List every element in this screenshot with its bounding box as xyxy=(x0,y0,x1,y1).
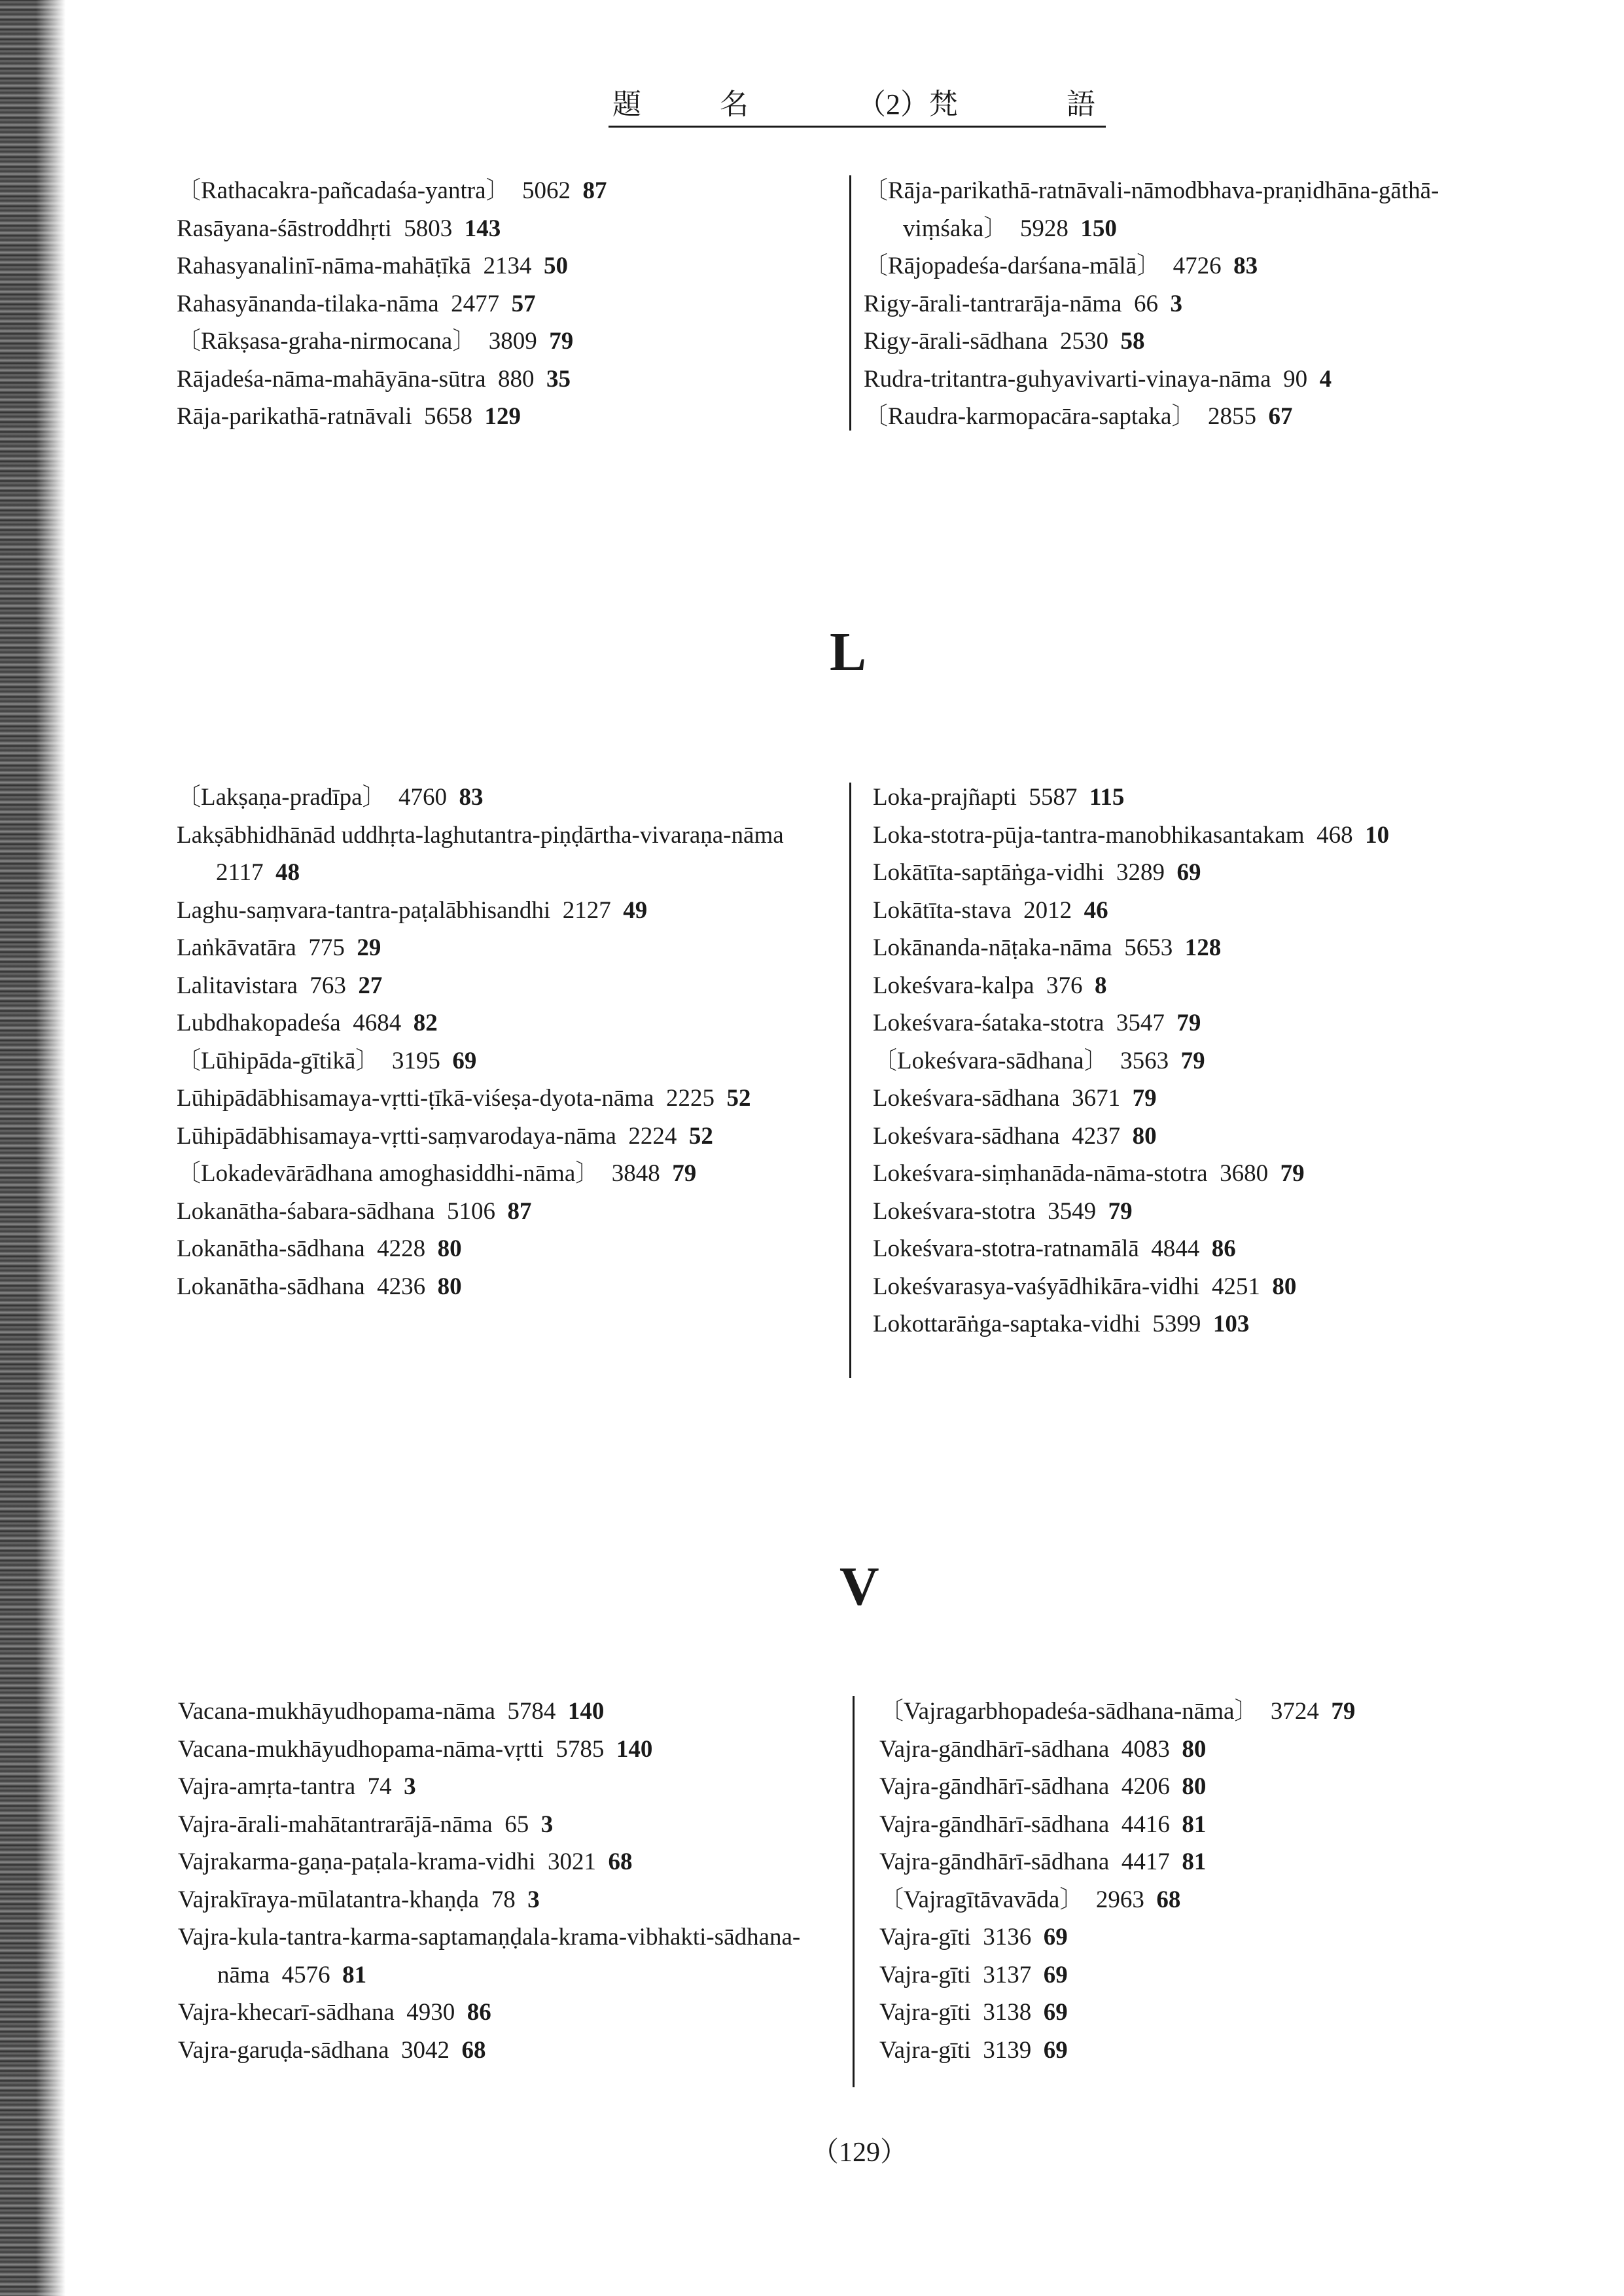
entry-title: 〔Rājopadeśa-darśana-mālā〕 xyxy=(864,253,1161,279)
entry-page: 27 xyxy=(358,972,383,999)
entry-page: 68 xyxy=(461,2036,486,2064)
entry-title: Vajra-kula-tantra-karma-saptamaṇḍala-krama-vibhakti-sādhana-nāma xyxy=(178,1924,801,1988)
entry-page: 48 xyxy=(275,859,300,886)
entry-title: 〔Lokadevārādhana amoghasiddhi-nāma〕 xyxy=(177,1160,600,1187)
entry-number: 2855 xyxy=(1207,403,1256,430)
entry-number: 5653 xyxy=(1124,934,1173,961)
entry-page: 80 xyxy=(437,1235,462,1262)
index-entry xyxy=(873,1004,1514,1042)
entry-page: 69 xyxy=(452,1047,477,1074)
entry-number: 2224 xyxy=(628,1122,677,1150)
entry-number: 880 xyxy=(498,365,535,393)
entry-page: 79 xyxy=(672,1160,697,1187)
entry-title: Lokeśvara-sādhana xyxy=(873,1122,1060,1150)
entry-page: 3 xyxy=(540,1810,554,1838)
section-letter-v: V xyxy=(839,1556,879,1617)
entry-number: 3547 xyxy=(1116,1010,1165,1036)
entry-title: 〔Raudra-karmopacāra-saptaka〕 xyxy=(864,403,1196,430)
entry-number: 3680 xyxy=(1220,1160,1269,1187)
entry-number: 5658 xyxy=(424,403,473,430)
entry-title: Rigy-ārali-tantrarāja-nāma xyxy=(864,290,1122,317)
entry-title: Lokeśvara-stotra xyxy=(873,1197,1036,1225)
entry-page: 79 xyxy=(549,328,574,355)
page-number: （129） xyxy=(811,2138,908,2168)
entry-page: 80 xyxy=(1132,1122,1157,1150)
entry-title: Lokātīta-stava xyxy=(873,896,1012,924)
entry-title: Vajra-garuḍa-sādhana xyxy=(178,2036,389,2064)
entry-page: 79 xyxy=(1280,1160,1305,1187)
entry-number: 4930 xyxy=(406,1999,455,2026)
index-entry xyxy=(177,247,831,285)
index-entry xyxy=(873,1042,1514,1080)
entry-title: Vajra-gīti xyxy=(879,1961,971,1988)
index-entry xyxy=(177,323,831,361)
entry-number: 74 xyxy=(367,1773,392,1800)
entry-page: 140 xyxy=(567,1698,605,1725)
entry-number: 3136 xyxy=(983,1924,1032,1951)
entry-number: 65 xyxy=(504,1810,529,1838)
index-entry xyxy=(177,1118,838,1156)
entry-page: 150 xyxy=(1080,215,1117,242)
entry-number: 5785 xyxy=(556,1735,605,1763)
entry-page: 80 xyxy=(1182,1735,1207,1763)
column-divider xyxy=(849,783,851,1378)
entry-number: 4684 xyxy=(353,1010,402,1036)
entry-title: Vajra-gāndhārī-sādhana xyxy=(879,1735,1110,1763)
index-entry xyxy=(178,1843,839,1881)
entry-number: 3809 xyxy=(488,328,537,355)
index-entry xyxy=(873,1155,1514,1193)
column-divider xyxy=(853,1696,855,2087)
index-entry xyxy=(177,210,831,248)
entry-number: 4237 xyxy=(1072,1122,1121,1150)
index-entry xyxy=(177,398,831,436)
entry-page: 87 xyxy=(507,1197,532,1225)
entry-page: 52 xyxy=(688,1122,713,1150)
index-entry xyxy=(879,1843,1521,1881)
index-entry xyxy=(879,1693,1521,1731)
header-title-part: 名 xyxy=(720,88,749,120)
index-entry xyxy=(873,929,1514,967)
entry-title: Vacana-mukhāyudhopama-nāma xyxy=(178,1698,495,1725)
entry-page: 68 xyxy=(608,1848,633,1875)
entry-page: 8 xyxy=(1095,972,1107,999)
entry-page: 67 xyxy=(1268,403,1293,430)
r-left-column xyxy=(177,172,831,436)
entry-title: Vajra-gīti xyxy=(879,1999,971,2026)
index-entry xyxy=(177,1042,838,1080)
entry-page: 49 xyxy=(623,896,648,924)
entry-title: Lakṣābhidhānād uddhṛta-laghutantra-piṇḍārtha-vivaraṇa-nāma xyxy=(177,821,784,849)
entry-title: Lokeśvara-siṃhanāda-nāma-stotra xyxy=(873,1160,1208,1187)
index-entry xyxy=(177,361,831,398)
index-entry xyxy=(177,1155,838,1193)
index-entry xyxy=(177,929,838,967)
entry-number: 4206 xyxy=(1121,1773,1170,1800)
entry-title: Rahasyānanda-tilaka-nāma xyxy=(177,290,439,317)
entry-number: 3563 xyxy=(1120,1047,1169,1074)
index-entry xyxy=(864,285,1518,323)
entry-number: 2012 xyxy=(1023,896,1072,924)
entry-title: Laṅkāvatāra xyxy=(177,934,296,961)
entry-title: Lūhipādābhisamaya-vṛtti-ṭīkā-viśeṣa-dyota-nāma xyxy=(177,1085,654,1112)
entry-page: 83 xyxy=(459,784,484,811)
entry-title: Lokātīta-saptāṅga-vidhi xyxy=(873,859,1104,886)
entry-number: 5803 xyxy=(404,215,453,242)
entry-number: 3138 xyxy=(983,1999,1032,2026)
entry-page: 57 xyxy=(511,290,536,317)
index-entry xyxy=(178,1731,839,1769)
entry-page: 79 xyxy=(1108,1197,1133,1225)
entry-title: Vajra-ārali-mahātantrarājā-nāma xyxy=(178,1810,493,1838)
index-entry xyxy=(873,892,1514,930)
entry-page: 3 xyxy=(527,1886,540,1913)
index-entry xyxy=(177,1268,838,1306)
entry-page: 128 xyxy=(1184,934,1222,961)
entry-page: 35 xyxy=(546,365,571,393)
entry-title: Lokeśvara-sādhana xyxy=(873,1085,1060,1112)
entry-page: 87 xyxy=(582,177,607,204)
entry-number: 4236 xyxy=(377,1273,426,1300)
index-entry xyxy=(873,1305,1514,1343)
l-left-column xyxy=(177,779,838,1305)
entry-number: 78 xyxy=(491,1886,516,1913)
entry-title: 〔Rākṣasa-graha-nirmocana〕 xyxy=(177,328,477,355)
index-entry xyxy=(178,1918,839,1994)
entry-title: 〔Lokeśvara-sādhana〕 xyxy=(873,1047,1108,1074)
entry-title: Vajra-gāndhārī-sādhana xyxy=(879,1773,1110,1800)
index-entry xyxy=(873,1193,1514,1231)
index-entry xyxy=(864,398,1518,436)
entry-page: 143 xyxy=(464,215,501,242)
entry-number: 4726 xyxy=(1173,253,1222,279)
entry-title: Vajra-amṛta-tantra xyxy=(178,1773,356,1800)
entry-number: 775 xyxy=(308,934,345,961)
index-entry xyxy=(177,779,838,817)
entry-title: Lokanātha-sādhana xyxy=(177,1235,365,1262)
entry-title: Lokeśvara-śataka-stotra xyxy=(873,1010,1104,1036)
entry-page: 69 xyxy=(1176,859,1201,886)
entry-number: 2117 xyxy=(216,859,264,886)
entry-number: 5784 xyxy=(507,1698,556,1725)
entry-page: 10 xyxy=(1365,821,1390,849)
section-letter-l: L xyxy=(830,622,867,682)
v-left-column xyxy=(178,1693,839,2069)
entry-page: 69 xyxy=(1043,1924,1068,1951)
index-entry xyxy=(177,1080,838,1118)
entry-page: 29 xyxy=(357,934,381,961)
index-entry xyxy=(873,1080,1514,1118)
entry-page: 81 xyxy=(1182,1848,1207,1875)
entry-page: 129 xyxy=(484,403,521,430)
entry-title: Rigy-ārali-sādhana xyxy=(864,328,1048,355)
entry-title: Rājadeśa-nāma-mahāyāna-sūtra xyxy=(177,365,486,393)
entry-title: Loka-stotra-pūja-tantra-manobhikasantakam xyxy=(873,821,1305,849)
entry-number: 2477 xyxy=(451,290,500,317)
index-entry xyxy=(177,817,838,892)
entry-title: Lokottarāṅga-saptaka-vidhi xyxy=(873,1311,1140,1337)
entry-number: 4416 xyxy=(1121,1810,1170,1838)
entry-title: Lokānanda-nāṭaka-nāma xyxy=(873,934,1112,961)
entry-number: 4844 xyxy=(1151,1235,1200,1262)
entry-title: Lūhipādābhisamaya-vṛtti-saṃvarodaya-nāma xyxy=(177,1122,616,1150)
entry-page: 83 xyxy=(1233,253,1258,279)
entry-title: Lokeśvarasya-vaśyādhikāra-vidhi xyxy=(873,1273,1200,1300)
entry-page: 80 xyxy=(1272,1273,1297,1300)
index-entry xyxy=(178,1768,839,1806)
entry-number: 3549 xyxy=(1048,1197,1097,1225)
entry-title: Rudra-tritantra-guhyavivarti-vinaya-nāma xyxy=(864,365,1271,393)
entry-number: 5928 xyxy=(1019,215,1068,242)
entry-title: Loka-prajñapti xyxy=(873,784,1017,811)
index-entry xyxy=(177,172,831,210)
entry-page: 140 xyxy=(616,1735,653,1763)
index-entry xyxy=(873,854,1514,892)
entry-page: 79 xyxy=(1132,1085,1157,1112)
entry-number: 3671 xyxy=(1072,1085,1121,1112)
entry-title: Lubdhakopadeśa xyxy=(177,1010,341,1036)
entry-number: 3042 xyxy=(401,2036,450,2064)
index-entry xyxy=(177,285,831,323)
running-header xyxy=(609,84,1106,128)
index-entry xyxy=(879,1731,1521,1769)
entry-page: 86 xyxy=(467,1999,491,2026)
entry-title: 〔Rāja-parikathā-ratnāvali-nāmodbhava-praṇidhāna-gāthā-viṃśaka〕 xyxy=(864,177,1439,242)
entry-page: 80 xyxy=(437,1273,462,1300)
entry-page: 81 xyxy=(1182,1810,1207,1838)
entry-title: 〔Rathacakra-pañcadaśa-yantra〕 xyxy=(177,177,510,204)
index-entry xyxy=(879,1918,1521,1956)
entry-title: 〔Vajragītāvavāda〕 xyxy=(879,1886,1084,1913)
entry-title: Vajra-khecarī-sādhana xyxy=(178,1999,395,2026)
index-entry xyxy=(879,1994,1521,2032)
index-entry xyxy=(873,779,1514,817)
index-entry xyxy=(177,967,838,1005)
index-entry xyxy=(879,2032,1521,2070)
index-entry xyxy=(178,1994,839,2032)
entry-page: 69 xyxy=(1043,1999,1068,2026)
entry-number: 5399 xyxy=(1152,1311,1201,1337)
entry-page: 115 xyxy=(1089,784,1125,811)
entry-number: 3724 xyxy=(1270,1698,1319,1725)
entry-page: 79 xyxy=(1176,1010,1201,1036)
entry-title: Lokanātha-śabara-sādhana xyxy=(177,1197,435,1225)
entry-page: 82 xyxy=(413,1010,438,1036)
entry-number: 2127 xyxy=(562,896,611,924)
entry-title: Vajra-gāndhārī-sādhana xyxy=(879,1848,1110,1875)
entry-title: Vajrakīraya-mūlatantra-khaṇḍa xyxy=(178,1886,480,1913)
index-entry xyxy=(177,1193,838,1231)
entry-number: 5106 xyxy=(446,1197,495,1225)
entry-page: 79 xyxy=(1331,1698,1356,1725)
index-entry xyxy=(879,1768,1521,1806)
entry-title: Rasāyana-śāstroddhṛti xyxy=(177,215,392,242)
entry-number: 3139 xyxy=(983,2036,1032,2064)
entry-page: 3 xyxy=(404,1773,416,1800)
entry-page: 52 xyxy=(726,1085,751,1112)
entry-number: 4417 xyxy=(1121,1848,1170,1875)
entry-title: Vajra-gīti xyxy=(879,1924,971,1951)
entry-title: Lokanātha-sādhana xyxy=(177,1273,365,1300)
entry-page: 3 xyxy=(1170,290,1182,317)
header-section-part: 語 xyxy=(1067,88,1095,120)
entry-number: 376 xyxy=(1046,972,1083,999)
index-entry xyxy=(873,1268,1514,1306)
v-right-column xyxy=(879,1693,1521,2069)
entry-title: 〔Vajragarbhopadeśa-sādhana-nāma〕 xyxy=(879,1698,1259,1725)
entry-title: Laghu-saṃvara-tantra-paṭalābhisandhi xyxy=(177,896,551,924)
index-entry xyxy=(178,2032,839,2070)
entry-number: 3195 xyxy=(391,1047,440,1074)
index-entry xyxy=(873,1118,1514,1156)
index-entry xyxy=(879,1806,1521,1844)
index-entry xyxy=(178,1806,839,1844)
index-entry xyxy=(879,1956,1521,1994)
entry-title: Rahasyanalinī-nāma-mahāṭīkā xyxy=(177,253,471,279)
entry-number: 5062 xyxy=(522,177,571,204)
entry-number: 3137 xyxy=(983,1961,1032,1988)
entry-page: 50 xyxy=(543,253,568,279)
entry-page: 79 xyxy=(1180,1047,1205,1074)
l-right-column xyxy=(873,779,1514,1343)
entry-title: Vajra-gāndhārī-sādhana xyxy=(879,1810,1110,1838)
entry-page: 46 xyxy=(1084,896,1108,924)
header-section-part: （2）梵 xyxy=(857,88,958,120)
entry-number: 4251 xyxy=(1211,1273,1260,1300)
index-entry xyxy=(873,817,1514,855)
index-entry xyxy=(178,1693,839,1731)
entry-number: 4576 xyxy=(281,1961,330,1988)
entry-number: 5587 xyxy=(1029,784,1078,811)
index-entry xyxy=(177,892,838,930)
entry-title: Vajra-gīti xyxy=(879,2036,971,2064)
index-entry xyxy=(873,1230,1514,1268)
entry-page: 80 xyxy=(1182,1773,1207,1800)
r-right-column xyxy=(864,172,1518,436)
entry-page: 81 xyxy=(342,1961,367,1988)
entry-page: 103 xyxy=(1212,1311,1250,1337)
header-title-part: 題 xyxy=(612,88,641,120)
entry-page: 69 xyxy=(1043,1961,1068,1988)
entry-number: 3289 xyxy=(1116,859,1165,886)
entry-page: 69 xyxy=(1043,2036,1068,2064)
entry-title: Lalitavistara xyxy=(177,972,298,999)
entry-title: 〔Lakṣaṇa-pradīpa〕 xyxy=(177,784,387,811)
index-entry xyxy=(864,361,1518,398)
index-entry xyxy=(178,1881,839,1919)
entry-title: Vajrakarma-gaṇa-paṭala-krama-vidhi xyxy=(178,1848,536,1875)
entry-number: 2225 xyxy=(665,1085,715,1112)
entry-title: 〔Lūhipāda-gītikā〕 xyxy=(177,1047,380,1074)
index-entry xyxy=(864,172,1518,247)
entry-number: 2134 xyxy=(483,253,532,279)
index-entry xyxy=(177,1004,838,1042)
entry-number: 4760 xyxy=(398,784,448,811)
entry-number: 2963 xyxy=(1095,1886,1144,1913)
entry-page: 4 xyxy=(1319,365,1332,393)
index-entry xyxy=(864,247,1518,285)
entry-number: 3021 xyxy=(547,1848,596,1875)
entry-number: 90 xyxy=(1283,365,1308,393)
entry-number: 763 xyxy=(309,972,346,999)
entry-title: Lokeśvara-stotra-ratnamālā xyxy=(873,1235,1139,1262)
index-entry xyxy=(879,1881,1521,1919)
entry-title: Rāja-parikathā-ratnāvali xyxy=(177,403,412,430)
entry-page: 86 xyxy=(1211,1235,1236,1262)
entry-title: Lokeśvara-kalpa xyxy=(873,972,1034,999)
entry-number: 4083 xyxy=(1121,1735,1170,1763)
entry-number: 66 xyxy=(1133,290,1158,317)
entry-page: 68 xyxy=(1156,1886,1181,1913)
column-divider xyxy=(849,175,851,431)
entry-number: 468 xyxy=(1316,821,1353,849)
entry-number: 3848 xyxy=(611,1160,660,1187)
index-entry xyxy=(873,967,1514,1005)
entry-page: 58 xyxy=(1120,328,1145,355)
entry-number: 4228 xyxy=(377,1235,426,1262)
scan-shadow-edge xyxy=(0,0,65,2296)
entry-number: 2530 xyxy=(1060,328,1108,355)
index-entry xyxy=(177,1230,838,1268)
index-entry xyxy=(864,323,1518,361)
entry-title: Vacana-mukhāyudhopama-nāma-vṛtti xyxy=(178,1735,544,1763)
